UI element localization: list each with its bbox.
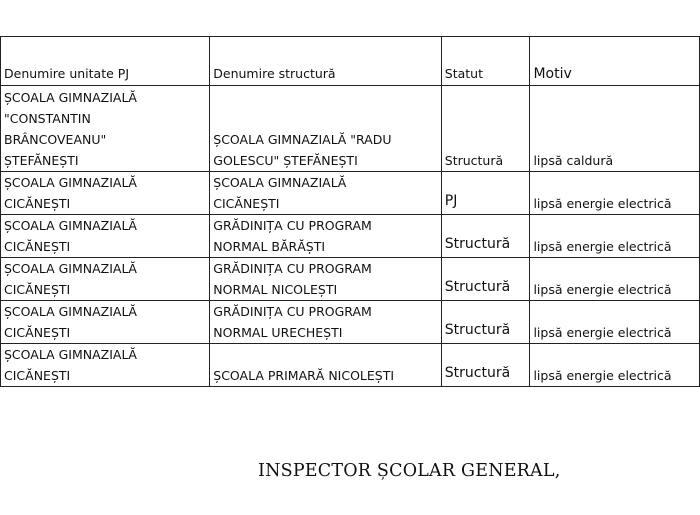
cell-unit: ȘCOALA GIMNAZIALĂ CICĂNEȘTI	[1, 344, 210, 387]
cell-unit: ȘCOALA GIMNAZIALĂ CICĂNEȘTI	[1, 301, 210, 344]
cell-structure: ȘCOALA GIMNAZIALĂ CICĂNEȘTI	[210, 172, 442, 215]
cell-status: Structură	[441, 344, 530, 387]
signature-title: INSPECTOR ȘCOLAR GENERAL,	[258, 461, 561, 481]
table-header-row	[1, 37, 700, 86]
cell-status: Structură	[441, 258, 530, 301]
cell-unit: ȘCOALA GIMNAZIALĂ CICĂNEȘTI	[1, 172, 210, 215]
header-status: Statut	[441, 37, 530, 86]
cell-reason: lipsă energie electrică	[530, 215, 700, 258]
table-row	[1, 172, 700, 215]
header-structure: Denumire structură	[210, 37, 442, 86]
table-row	[1, 215, 700, 258]
cell-status: Structură	[441, 86, 530, 172]
cell-structure: ȘCOALA GIMNAZIALĂ "RADU GOLESCU" ȘTEFĂNEȘTI	[210, 86, 442, 172]
cell-status: Structură	[441, 301, 530, 344]
cell-reason: lipsă energie electrică	[530, 301, 700, 344]
cell-structure: GRĂDINIȚA CU PROGRAM NORMAL URECHEȘTI	[210, 301, 442, 344]
header-reason: Motiv	[530, 37, 700, 86]
table-row	[1, 301, 700, 344]
cell-unit: ȘCOALA GIMNAZIALĂ CICĂNEȘTI	[1, 215, 210, 258]
closures-table	[0, 36, 700, 387]
header-unit: Denumire unitate PJ	[1, 37, 210, 86]
table-row	[1, 86, 700, 172]
cell-reason: lipsă energie electrică	[530, 344, 700, 387]
cell-structure: GRĂDINIȚA CU PROGRAM NORMAL BĂRĂȘTI	[210, 215, 442, 258]
cell-status: Structură	[441, 215, 530, 258]
table-row	[1, 258, 700, 301]
cell-unit: ȘCOALA GIMNAZIALĂ CICĂNEȘTI	[1, 258, 210, 301]
cell-reason: lipsă energie electrică	[530, 258, 700, 301]
cell-reason: lipsă caldură	[530, 86, 700, 172]
cell-structure: GRĂDINIȚA CU PROGRAM NORMAL NICOLEȘTI	[210, 258, 442, 301]
cell-unit: ȘCOALA GIMNAZIALĂ "CONSTANTIN BRÂNCOVEANU" ȘTEFĂNEȘTI	[1, 86, 210, 172]
cell-reason: lipsă energie electrică	[530, 172, 700, 215]
cell-structure: ȘCOALA PRIMARĂ NICOLEȘTI	[210, 344, 442, 387]
table-row	[1, 344, 700, 387]
cell-status: PJ	[441, 172, 530, 215]
